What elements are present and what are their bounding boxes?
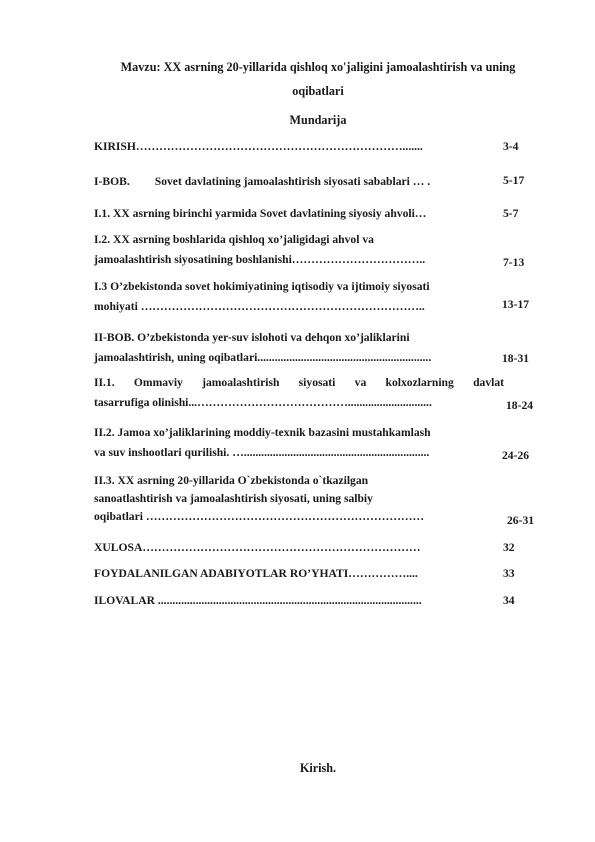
toc-entry-conclusion: XULOSA……………………………………………………………… xyxy=(94,541,421,554)
toc-entry-section-2-2 xyxy=(94,423,504,463)
toc-section-2-2-line-2: va suv inshootlari qurilishi. …................................................................ xyxy=(94,446,430,459)
toc-section-2-3-line-1: II.3. XX asrning 20-yillarida O`zbekistonda o`tkazilgan xyxy=(94,474,369,487)
toc-page-section-2-1: 18-24 xyxy=(506,399,534,412)
toc-page-chapter-2: 18-31 xyxy=(502,352,530,365)
toc-chapter-1-label: I-BOB. xyxy=(94,175,130,188)
next-section-heading: Kirish. xyxy=(299,761,337,775)
toc-chapter-1-title: Sovet davlatining jamoalashtirish siyosati sabablari … . xyxy=(154,175,431,188)
toc-entry-section-1-1: I.1. XX asrning birinchi yarmida Sovet davlatining siyosiy ahvoli… xyxy=(94,207,427,220)
toc-section-1-2-line-2: jamoalashtirish siyosatining boshlanishi…………………………….. xyxy=(94,253,426,266)
toc-page-chapter-1: 5-17 xyxy=(503,174,525,187)
toc-section-1-3-line-1: I.3 O’zbekistonda sovet hokimiyatining iqtisodiy va ijtimoiy siyosati xyxy=(94,280,430,293)
toc-section-2-1-line-2: tasarrufiga olinishi...…………………………………............................. xyxy=(94,396,432,409)
toc-page-introduction: 3-4 xyxy=(503,140,519,153)
toc-entry-introduction: KIRISH……………………………………………………………....... xyxy=(94,140,423,153)
toc-page-section-1-3: 13-17 xyxy=(502,298,530,311)
toc-entry-references: FOYDALANILGAN ADABIYOTLAR RO’YHATI…………….... xyxy=(94,567,418,580)
title-line-1: Mavzu: XX asrning 20-yillarida qishloq xo'jaligini jamoalashtirish va uning xyxy=(120,60,516,74)
toc-entry-section-2-1 xyxy=(94,373,504,393)
toc-page-references: 33 xyxy=(503,567,515,580)
toc-entry-chapter-1 xyxy=(94,172,504,192)
toc-entry-appendices: ILOVALAR ........................................................................................... xyxy=(94,594,422,607)
title-line-2: oqibatlari xyxy=(292,84,344,98)
toc-section-2-2-line-1: II.2. Jamoa xo’jaliklarining moddiy-texnik bazasini mustahkamlash xyxy=(94,426,431,439)
toc-page-conclusion: 32 xyxy=(503,541,515,554)
toc-section-2-3-line-3: oqibatlari ……………………………………………………………… xyxy=(94,510,425,523)
toc-page-section-2-2: 24-26 xyxy=(502,449,530,462)
toc-entry-section-2-3 xyxy=(94,472,504,526)
toc-page-appendices: 34 xyxy=(503,594,515,607)
toc-section-2-3-line-2: sanoatlashtirish va jamoalashtirish siyosati, uning salbiy xyxy=(94,492,373,505)
toc-entry-section-1-2 xyxy=(94,230,504,270)
toc-entry-section-1-3 xyxy=(94,277,504,317)
contents-heading: Mundarija xyxy=(289,113,347,127)
toc-page-section-1-1: 5-7 xyxy=(503,207,519,220)
toc-section-1-2-line-1: I.2. XX asrning boshlarida qishloq xo’jaligidagi ahvol va xyxy=(94,233,374,246)
toc-entry-chapter-2 xyxy=(94,328,504,368)
toc-chapter-2-line-2: jamoalashtirish, uning oqibatlari............................................................ xyxy=(94,351,432,364)
toc-entry-section-2-1-cont xyxy=(94,393,504,413)
toc-page-section-1-2: 7-13 xyxy=(503,256,525,269)
toc-section-2-1-line-1: II.1. Ommaviy jamoalashtirish siyosati va kolxozlarning davlat xyxy=(94,376,504,389)
document-title xyxy=(88,55,548,103)
toc-chapter-2-line-1: II-BOB. O’zbekistonda yer-suv islohoti va dehqon xo’jaliklarini xyxy=(94,331,410,344)
toc-page-section-2-3: 26-31 xyxy=(507,514,535,527)
toc-section-1-3-line-2: mohiyati ……………………………………………………………….. xyxy=(94,300,425,313)
